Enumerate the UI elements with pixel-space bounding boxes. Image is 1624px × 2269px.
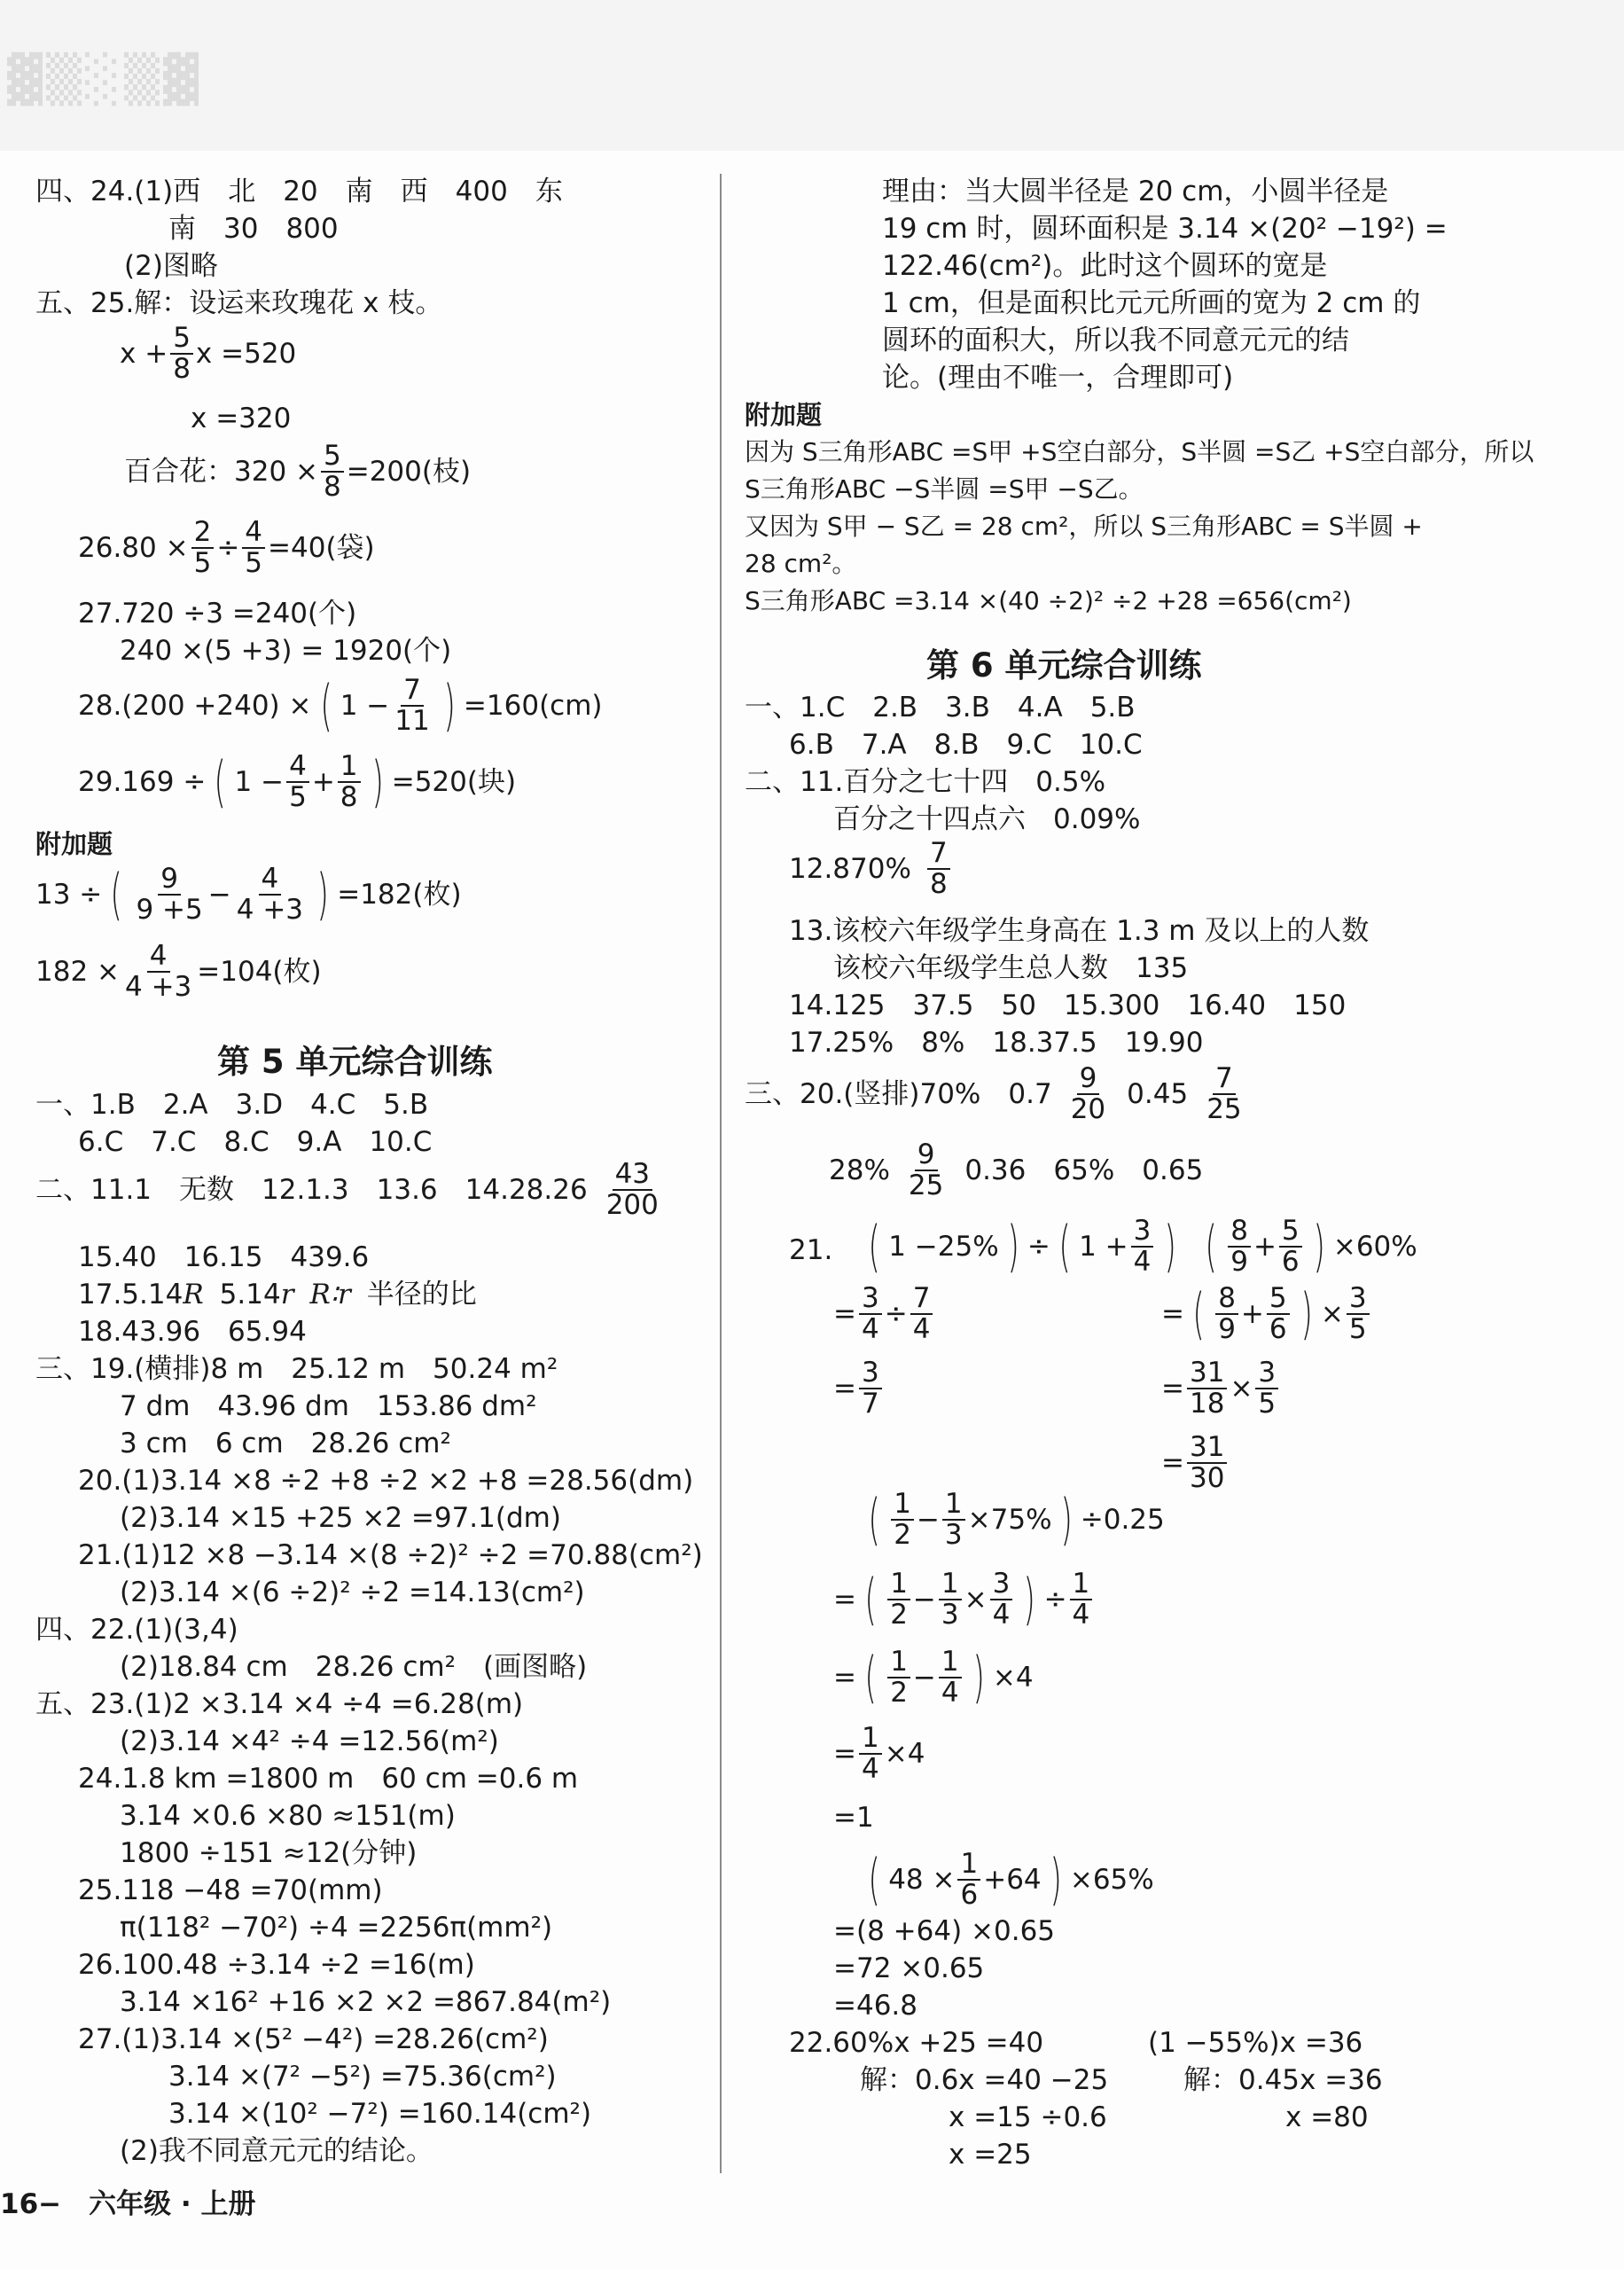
unit-title: 第 5 单元综合训练: [217, 1043, 493, 1081]
calc-3-line: = $\frac{1}{4}$ ×4: [833, 1722, 925, 1785]
answer-line: 四、24.(1)西 北 20 南 西 400 东: [35, 176, 563, 207]
answer-line: 二、11.百分之七十四 0.5%: [745, 766, 1106, 798]
equation: x =320: [191, 403, 292, 434]
answer-line: 27.(1)3.14 ×(5² −4²) =28.26(cm²): [78, 2023, 549, 2055]
answer-line: 1800 ÷151 ≈12(分钟): [120, 1837, 418, 1869]
calc-3-line: = ( 1 2 − $\frac{1}{3}$ × $\frac{3}{4}$ ) ÷ $\frac{1}{4}$: [833, 1569, 1095, 1629]
page-footer: 16− 六年级 · 上册: [0, 2188, 256, 2220]
answer-line: (2)3.14 ×(6 ÷2)² ÷2 =14.13(cm²): [120, 1577, 585, 1608]
answer-line: 二、11.1 无数 12.1.3 13.6 14.28.26 43 200: [35, 1158, 659, 1221]
answer-line: 21.(1)12 ×8 −3.14 ×(8 ÷2)² ÷2 =70.88(cm²): [78, 1539, 703, 1571]
answer-line: 因为 S三角形ABC =S甲 +S空白部分，S半圆 =S乙 +S空白部分，所以: [745, 437, 1534, 466]
answer-29: 29.169 ÷ ( 1 − $\frac{4}{5}$ + $\frac{1}{8}$ ) =520(块): [78, 748, 517, 814]
answer-line: 17.5.14 R 5.14 r R∶r 半径的比: [78, 1279, 477, 1311]
answer-line: 20.(1)3.14 ×8 ÷2 +8 ÷2 ×2 +8 =28.56(dm): [78, 1465, 694, 1497]
equation-line: x =80: [1285, 2101, 1369, 2133]
answer-line: 13.该校六年级学生身高在 1.3 m 及以上的人数: [789, 915, 1370, 947]
right-column: [736, 0, 1534, 2269]
answer-line: 3.14 ×0.6 ×80 ≈151(m): [120, 1800, 456, 1832]
answer-line: 25.118 −48 =70(mm): [78, 1874, 383, 1906]
answer-line: 6.C 7.C 8.C 9.A 10.C: [78, 1126, 433, 1158]
calc-3-line: ( 1 2 − $\frac{1}{3}$ ×75% ) ÷0.25: [868, 1486, 1165, 1552]
unit-title: 第 6 单元综合训练: [926, 646, 1202, 685]
calc-3-line: = ( 1 2 − $\frac{1}{4}$ ) ×4: [833, 1644, 1034, 1710]
answer-line: 该校六年级学生总人数 135: [833, 952, 1189, 984]
answer-line: 三、19.(横排)8 m 25.12 m 50.24 m²: [35, 1353, 558, 1385]
answer-line: 122.46(cm²)。此时这个圆环的宽是: [882, 250, 1328, 282]
answer-line: 3.14 ×16² +16 ×2 ×2 =867.84(m²): [120, 1986, 612, 2018]
answer-line: 五、25.解：设运来玫瑰花 x 枝。: [35, 287, 443, 319]
equation-line: x =25: [949, 2139, 1032, 2171]
calc-2-line: = $\frac{31}{18}$ × $\frac{3}{5}$: [1161, 1358, 1281, 1418]
answer-line: 一、1.C 2.B 3.B 4.A 5.B: [745, 692, 1136, 724]
answer-line: 18.43.96 65.94: [78, 1316, 307, 1348]
extra-equation: 182 × $\frac{4}{4 +3}$ =104(枚): [35, 940, 322, 1003]
equation-line: x =15 ÷0.6: [949, 2101, 1107, 2133]
calc-2-line: = ( 8 9 + $\frac{5}{6}$ ) × $\frac{3}{5}$: [1161, 1284, 1372, 1343]
answer-line: 南 30 800: [168, 213, 339, 245]
answer-line: 24.1.8 km =1800 m 60 cm =0.6 m: [78, 1763, 579, 1795]
answer-line: 1 cm，但是面积比元元所画的宽为 2 cm 的: [882, 287, 1421, 319]
calc-4-line: =46.8: [833, 1990, 917, 2022]
equation-line: 解：0.45x =36: [1183, 2064, 1383, 2096]
calc-1-line: = $\frac{3}{7}$: [833, 1358, 885, 1418]
answer-line: S三角形ABC =3.14 ×(40 ÷2)² ÷2 +28 =656(cm²): [745, 586, 1352, 615]
answer-line: 28% 9 25 0.36 65% 0.65: [829, 1138, 1204, 1201]
equation: 百合花：320 × $\frac{5}{8}$ =200(枝): [124, 440, 472, 503]
answer-line: 圆环的面积大，所以我不同意元元的结: [882, 325, 1349, 356]
answer-line: (2)18.84 cm 28.26 cm² (画图略): [120, 1651, 588, 1683]
answer-line: 17.25% 8% 18.37.5 19.90: [789, 1027, 1204, 1059]
section-title: 附加题: [35, 829, 113, 859]
answer-line: 一、1.B 2.A 3.D 4.C 5.B: [35, 1089, 429, 1121]
calc-2-line: ( 8 9 + $\frac{5}{6}$ ) ×60%: [1205, 1213, 1417, 1279]
equation: x + $\frac{5}{8}$ x =520: [120, 322, 297, 385]
calc-1-line: ( 1 −25% ) ÷ ( 1 + $\frac{3}{4}$ ): [868, 1213, 1177, 1279]
calc-1-line: = $\frac{3}{4}$ ÷ $\frac{7}{4}$: [833, 1284, 935, 1343]
answer-line: 7 dm 43.96 dm 153.86 dm²: [120, 1390, 537, 1422]
calc-4-line: =72 ×0.65: [833, 1952, 985, 1984]
equation-line: 22.60%x +25 =40: [789, 2027, 1044, 2059]
answer-line: 又因为 S甲 − S乙 = 28 cm²，所以 S三角形ABC = S半圆 +: [745, 512, 1423, 541]
answer-line: 27.720 ÷3 =240(个): [78, 598, 357, 630]
calc-4-line: ( 48 × $\frac{1}{6}$ +64 ) ×65%: [868, 1846, 1154, 1912]
answer-line: (2)3.14 ×4² ÷4 =12.56(m²): [120, 1725, 499, 1757]
answer-line: 论。(理由不唯一，合理即可): [882, 362, 1234, 394]
answer-line: 3 cm 6 cm 28.26 cm²: [120, 1428, 451, 1459]
answer-line: 28 cm²。: [745, 549, 857, 578]
answer-line: 21.: [789, 1234, 833, 1266]
answer-line: π(118² −70²) ÷4 =2256π(mm²): [120, 1912, 553, 1944]
answer-line: (2)3.14 ×15 +25 ×2 =97.1(dm): [120, 1502, 561, 1534]
answer-26: 26.80 × $\frac{2}{5}$ ÷ $\frac{4}{5}$ =40(袋): [78, 516, 375, 579]
answer-line: 15.40 16.15 439.6: [78, 1241, 370, 1273]
equation-line: (1 −55%)x =36: [1148, 2027, 1363, 2059]
answer-line: S三角形ABC −S半圆 =S甲 −S乙。: [745, 474, 1144, 504]
answer-line: 三、20.(竖排)70% 0.7 9 20 0.45 7 25: [745, 1062, 1242, 1125]
calc-3-line: =1: [833, 1802, 874, 1834]
answer-line: 3.14 ×(7² −5²) =75.36(cm²): [168, 2061, 557, 2093]
left-column: [0, 0, 798, 2269]
answer-line: 12.870% 7 8: [789, 839, 953, 898]
answer-line: 理由：当大圆半径是 20 cm，小圆半径是: [882, 176, 1389, 207]
section-title: 附加题: [745, 400, 823, 430]
answer-line: 3.14 ×(10² −7²) =160.14(cm²): [168, 2098, 592, 2130]
answer-line: 百分之十四点六 0.09%: [833, 803, 1141, 835]
answer-line: (2)图略: [124, 250, 218, 282]
calc-4-line: =(8 +64) ×0.65: [833, 1915, 1056, 1947]
top-watermark: ▓▒░▒▓: [7, 53, 202, 106]
answer-28: 28.(200 +240) × ( 1 − $\frac{7}{11}$ ) =160(cm): [78, 672, 603, 738]
answer-line: 四、22.(1)(3,4): [35, 1614, 238, 1646]
equation-line: 解：0.6x =40 −25: [860, 2064, 1109, 2096]
answer-line: 240 ×(5 +3) = 1920(个): [120, 635, 452, 667]
answer-line: 五、23.(1)2 ×3.14 ×4 ÷4 =6.28(m): [35, 1688, 524, 1720]
answer-line: 14.125 37.5 50 15.300 16.40 150: [789, 990, 1347, 1021]
answer-line: 6.B 7.A 8.B 9.C 10.C: [789, 729, 1143, 761]
answer-line: 19 cm 时，圆环面积是 3.14 ×(20² −19²) =: [882, 213, 1448, 245]
calc-2-line: = $\frac{31}{30}$: [1161, 1433, 1230, 1492]
answer-line: (2)我不同意元元的结论。: [120, 2135, 433, 2167]
answer-line: 26.100.48 ÷3.14 ÷2 =16(m): [78, 1949, 475, 1981]
extra-equation: 13 ÷ ( 9 9 +5 − $\frac{4}{4 +3}$ ) =182(枚): [35, 861, 462, 927]
